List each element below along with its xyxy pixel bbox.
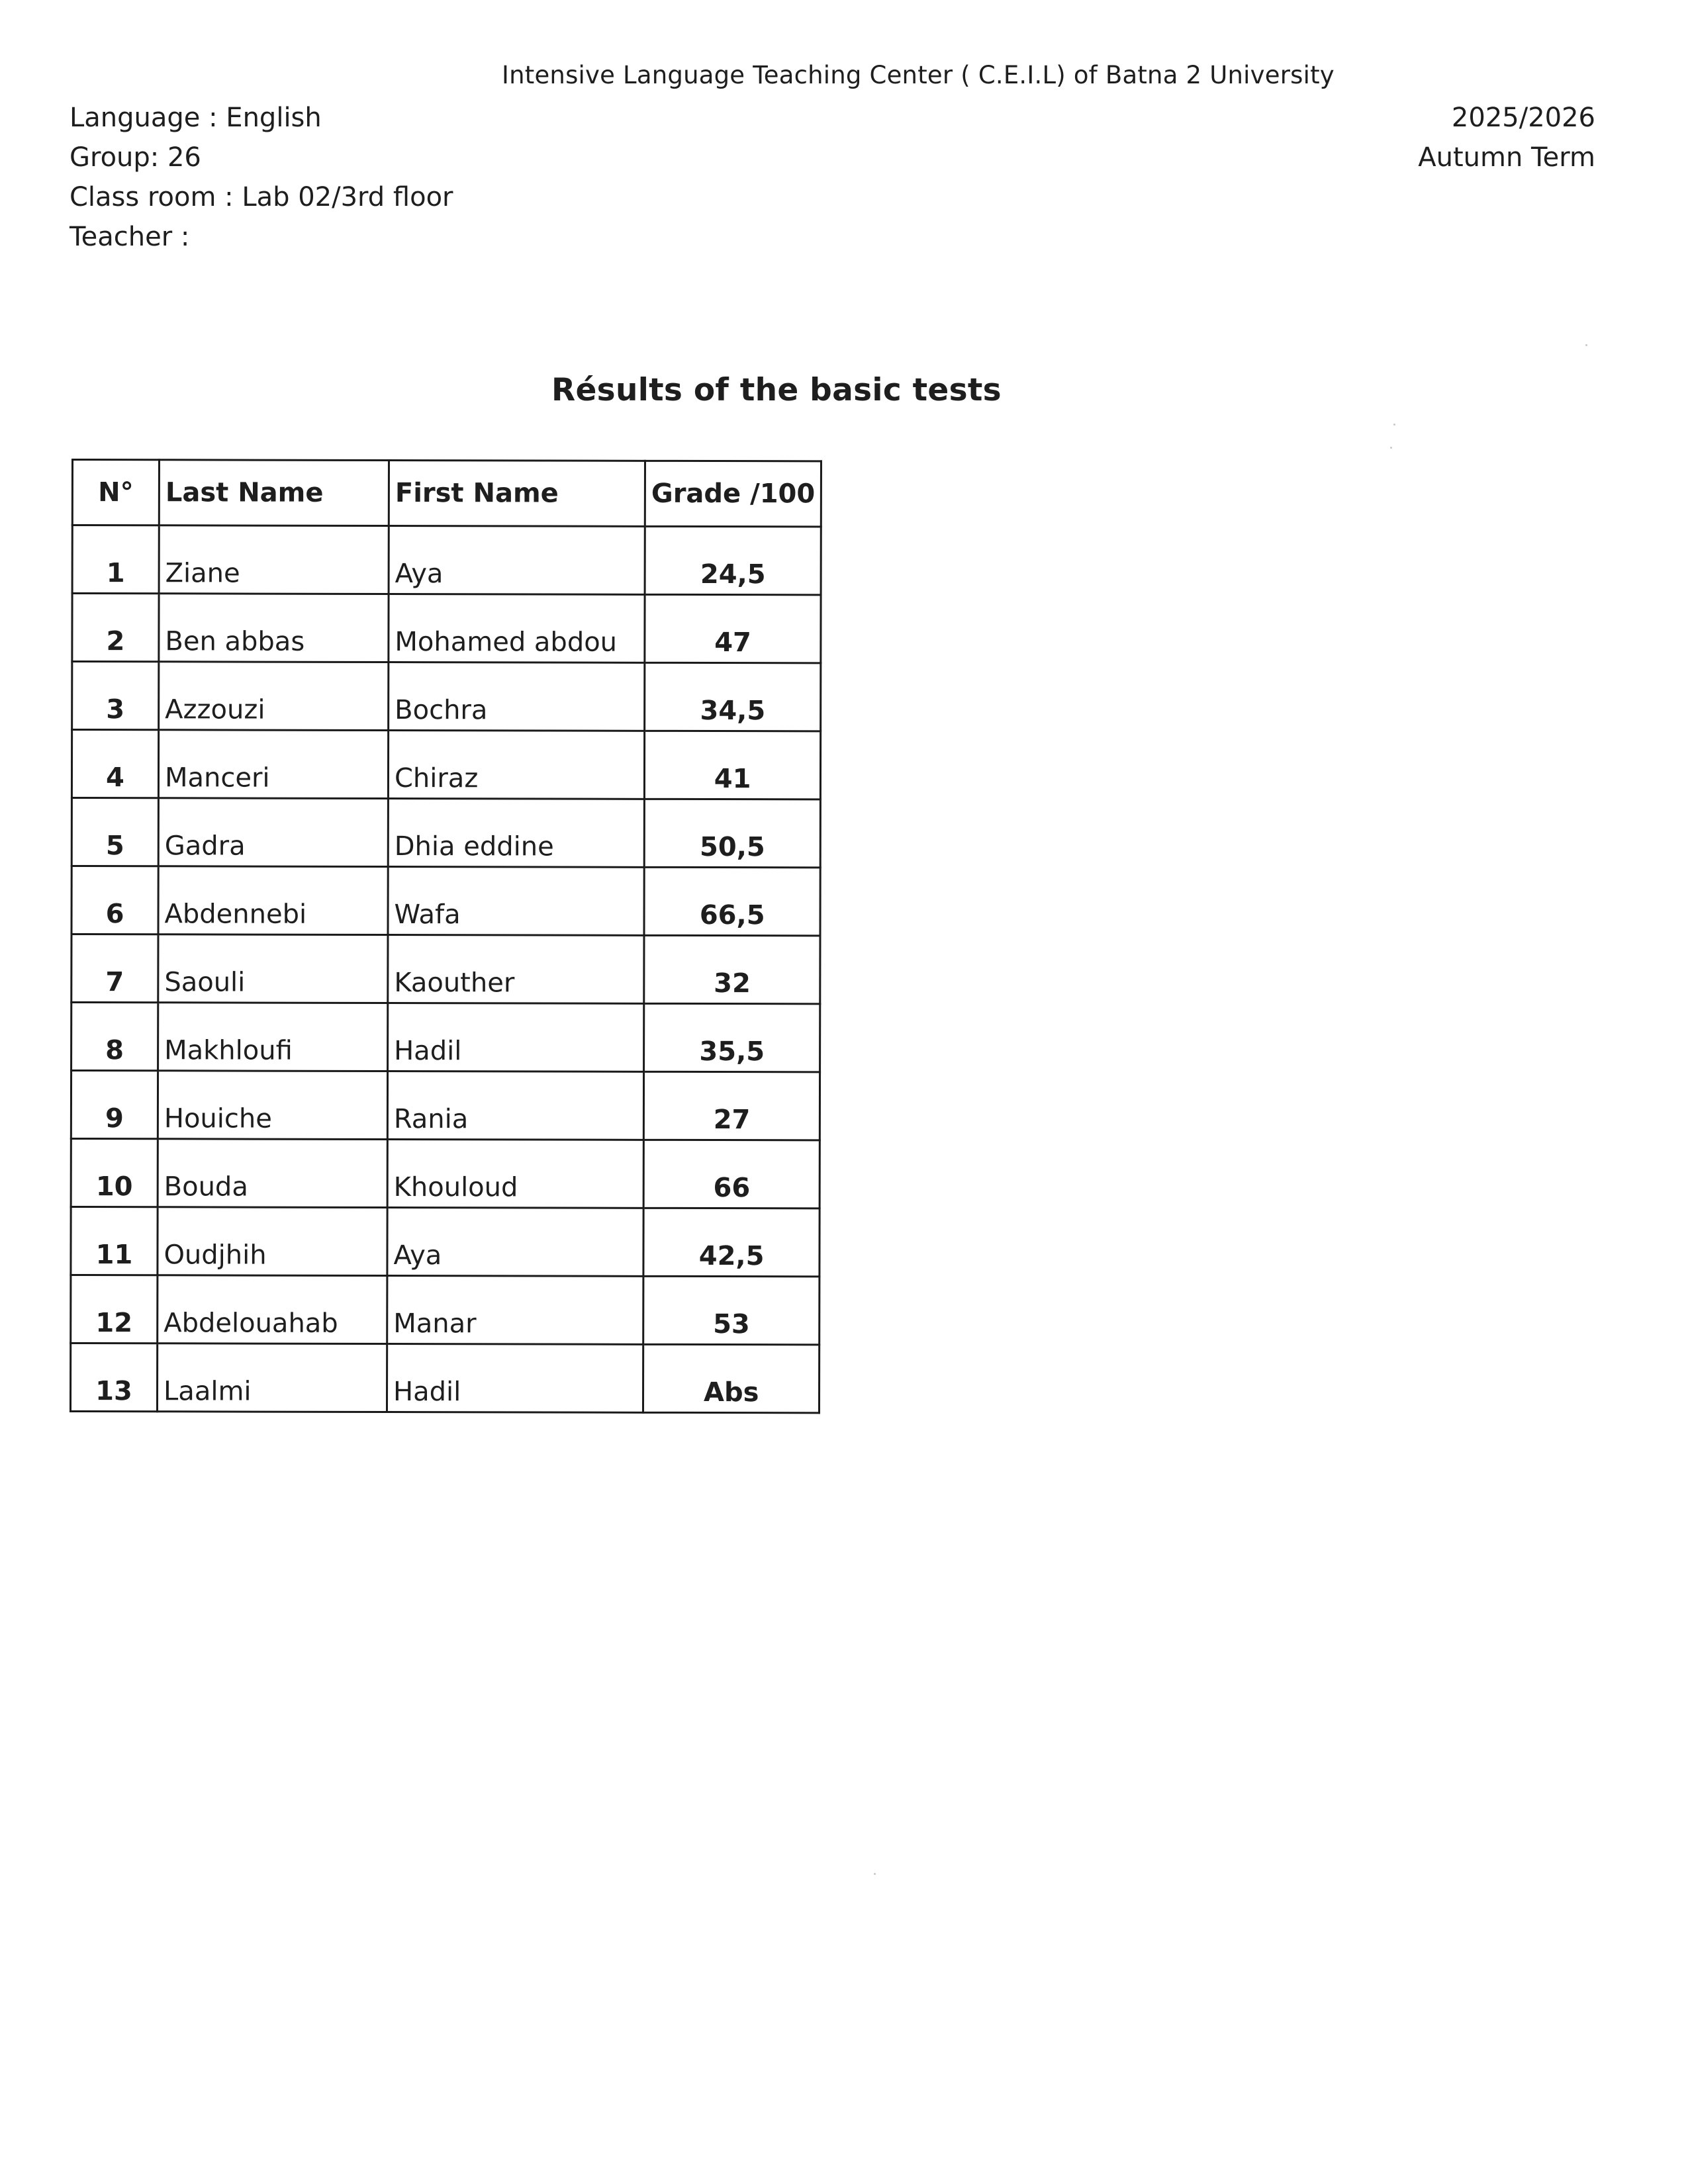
table-row xyxy=(71,1003,821,1072)
table-row xyxy=(71,1275,820,1345)
last-name-cell: Makhloufi xyxy=(158,1003,388,1071)
last-name-cell: Houiche xyxy=(158,1071,387,1140)
row-number: 9 xyxy=(71,1071,158,1139)
grade-cell: 42,5 xyxy=(643,1208,820,1277)
table-header-row xyxy=(72,460,821,527)
first-name-cell: Mohamed abdou xyxy=(389,594,645,663)
teacher-line: Teacher : xyxy=(70,222,190,252)
grade-cell: 47 xyxy=(645,594,821,663)
institution-name: Intensive Language Teaching Center ( C.E.I.L) of Batna 2 University xyxy=(502,61,1335,89)
term-name: Autumn Term xyxy=(1418,142,1595,173)
column-header-grade: Grade /100 xyxy=(645,461,821,527)
scan-speck xyxy=(874,1873,876,1875)
grade-cell: Abs xyxy=(643,1344,820,1413)
grade-cell: 66,5 xyxy=(644,867,821,936)
scan-speck xyxy=(1393,424,1395,426)
last-name-cell: Saouli xyxy=(158,934,388,1003)
grade-cell: 32 xyxy=(644,935,821,1004)
first-name-cell: Aya xyxy=(389,526,645,595)
grade-cell: 50,5 xyxy=(644,799,821,868)
last-name-cell: Bouda xyxy=(158,1139,387,1208)
grade-cell: 35,5 xyxy=(644,1003,821,1072)
first-name-cell: Dhia eddine xyxy=(388,799,644,868)
first-name-cell: Bochra xyxy=(389,662,645,731)
table-row xyxy=(71,934,821,1004)
scan-speck xyxy=(1585,344,1587,346)
last-name-cell: Abdennebi xyxy=(158,866,388,935)
row-number: 3 xyxy=(72,662,159,730)
first-name-cell: Hadil xyxy=(388,1003,644,1072)
first-name-cell: Aya xyxy=(387,1208,643,1277)
first-name-cell: Rania xyxy=(387,1071,643,1140)
row-number: 6 xyxy=(71,866,158,934)
table-row xyxy=(71,730,821,799)
first-name-cell: Khouloud xyxy=(387,1140,643,1208)
table-row xyxy=(72,525,821,595)
classroom-line: Class room : Lab 02/3rd floor xyxy=(70,182,453,212)
last-name-cell: Gadra xyxy=(158,798,388,867)
row-number: 5 xyxy=(71,798,158,866)
grade-cell: 24,5 xyxy=(645,526,821,595)
row-number: 13 xyxy=(70,1343,157,1412)
table-row xyxy=(71,1207,820,1277)
academic-year: 2025/2026 xyxy=(1451,103,1595,133)
class-info xyxy=(70,98,453,257)
first-name-cell: Hadil xyxy=(387,1344,643,1413)
column-header-first-name: First Name xyxy=(389,461,645,527)
last-name-cell: Oudjhih xyxy=(158,1207,387,1276)
scan-speck xyxy=(1390,447,1392,449)
first-name-cell: Chiraz xyxy=(388,731,644,799)
last-name-cell: Azzouzi xyxy=(159,662,389,731)
first-name-cell: Wafa xyxy=(388,867,644,936)
results-table xyxy=(70,459,822,1414)
row-number: 4 xyxy=(71,730,158,798)
row-number: 8 xyxy=(71,1003,158,1071)
table-row xyxy=(72,662,821,731)
column-header-last-name: Last Name xyxy=(159,460,389,526)
grade-cell: 53 xyxy=(643,1276,820,1345)
table-row xyxy=(71,1139,820,1208)
last-name-cell: Ziane xyxy=(159,525,389,594)
last-name-cell: Laalmi xyxy=(157,1343,387,1412)
row-number: 10 xyxy=(71,1139,158,1207)
grade-cell: 34,5 xyxy=(645,662,821,731)
row-number: 1 xyxy=(72,525,159,594)
group-line: Group: 26 xyxy=(70,142,201,173)
first-name-cell: Manar xyxy=(387,1276,643,1345)
table-row xyxy=(72,594,821,663)
term-info xyxy=(1418,98,1595,177)
last-name-cell: Ben abbas xyxy=(159,594,389,662)
row-number: 11 xyxy=(71,1207,158,1275)
table-row xyxy=(71,798,821,868)
first-name-cell: Kaouther xyxy=(388,935,644,1004)
table-row xyxy=(70,1343,820,1413)
table-row xyxy=(71,1071,820,1140)
page-title: Résults of the basic tests xyxy=(551,372,1002,408)
row-number: 12 xyxy=(71,1275,158,1343)
last-name-cell: Manceri xyxy=(158,730,388,799)
language-line: Language : English xyxy=(70,103,322,133)
grade-cell: 66 xyxy=(643,1140,820,1208)
row-number: 2 xyxy=(72,594,159,662)
row-number: 7 xyxy=(71,934,158,1003)
grade-cell: 41 xyxy=(644,731,821,799)
grade-cell: 27 xyxy=(643,1071,820,1140)
table-row xyxy=(71,866,821,936)
last-name-cell: Abdelouahab xyxy=(158,1275,387,1344)
column-header-number: N° xyxy=(72,460,159,525)
